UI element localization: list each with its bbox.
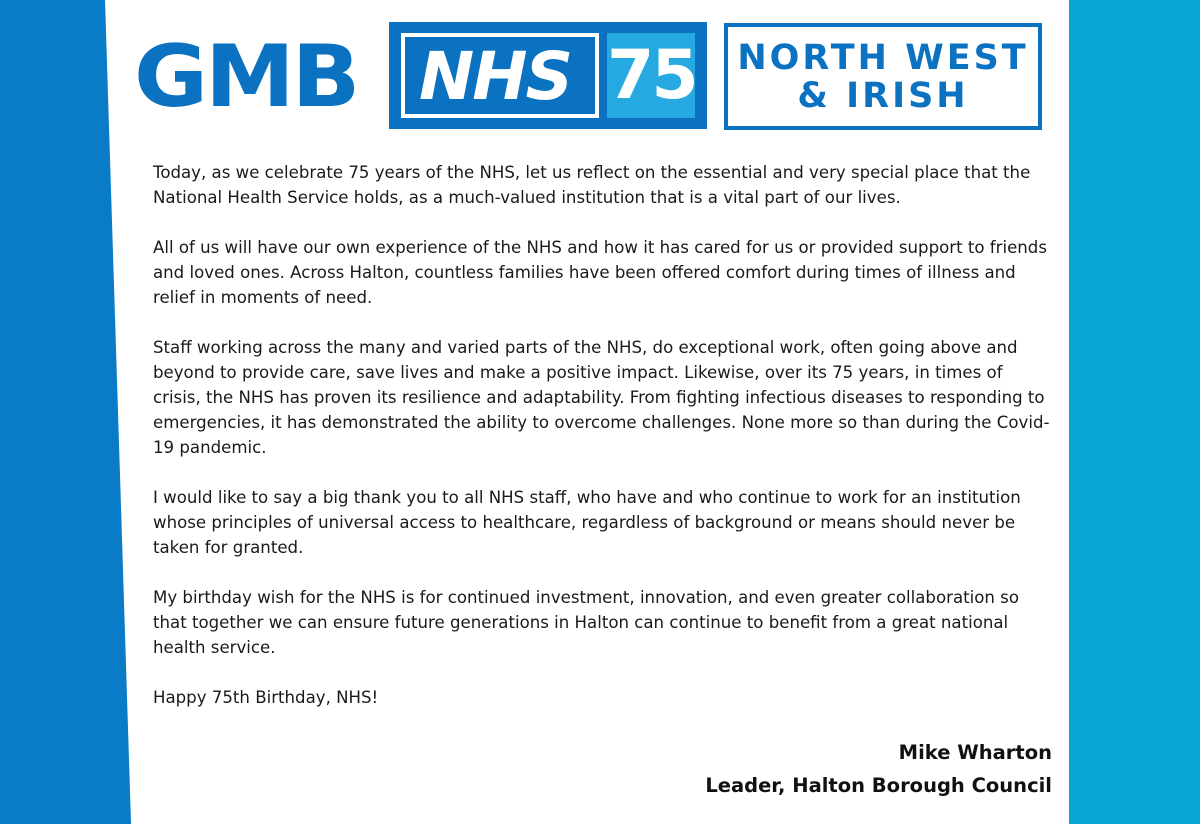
letter-paragraph-1: Today, as we celebrate 75 years of the NHS, let us reflect on the essential and very special place that the National Health Service holds, as a much-valued institution that is a vital part of our lives. xyxy=(153,163,1031,207)
nhs-logo-text: NHS xyxy=(419,38,572,115)
signature-block xyxy=(705,736,1052,802)
letter-paragraph-6: Happy 75th Birthday, NHS! xyxy=(153,688,379,707)
nhs75-logo xyxy=(389,22,707,129)
region-line-1: NORTH WEST xyxy=(737,38,1029,78)
nhs-logo-75: 75 xyxy=(607,33,695,118)
gmb-logo: GMB xyxy=(134,27,358,127)
letter-body xyxy=(153,160,1053,735)
letter-paragraph-4: I would like to say a big thank you to all NHS staff, who have and who continue to work for an institution whose principles of universal access to healthcare, regardless of background or means should never be taken for granted. xyxy=(153,488,1021,557)
region-line-2: & IRISH xyxy=(797,76,969,116)
signature-title: Leader, Halton Borough Council xyxy=(705,774,1052,797)
letter-paragraph-3: Staff working across the many and varied parts of the NHS, do exceptional work, often going above and beyond to provide care, save lives and make a positive impact. Likewise, over its 75 years, in times of crisis, the NHS has proven its resilience and adaptability. From fighting infectious diseases to responding to emergencies, it has demonstrated the ability to overcome challenges. None more so than during the Covid-19 pandemic. xyxy=(153,338,1050,457)
north-west-irish-logo xyxy=(724,23,1042,130)
signature-name: Mike Wharton xyxy=(898,741,1052,764)
nhs-logo-frame xyxy=(401,33,599,118)
letter-paragraph-5: My birthday wish for the NHS is for continued investment, innovation, and even greater collaboration so that together we can ensure future generations in Halton can continue to benefit from a great national health service. xyxy=(153,588,1019,657)
letter-paragraph-2: All of us will have our own experience of the NHS and how it has cared for us or provided support to friends and loved ones. Across Halton, countless families have been offered comfort during times of illness and relief in moments of need. xyxy=(153,238,1047,307)
